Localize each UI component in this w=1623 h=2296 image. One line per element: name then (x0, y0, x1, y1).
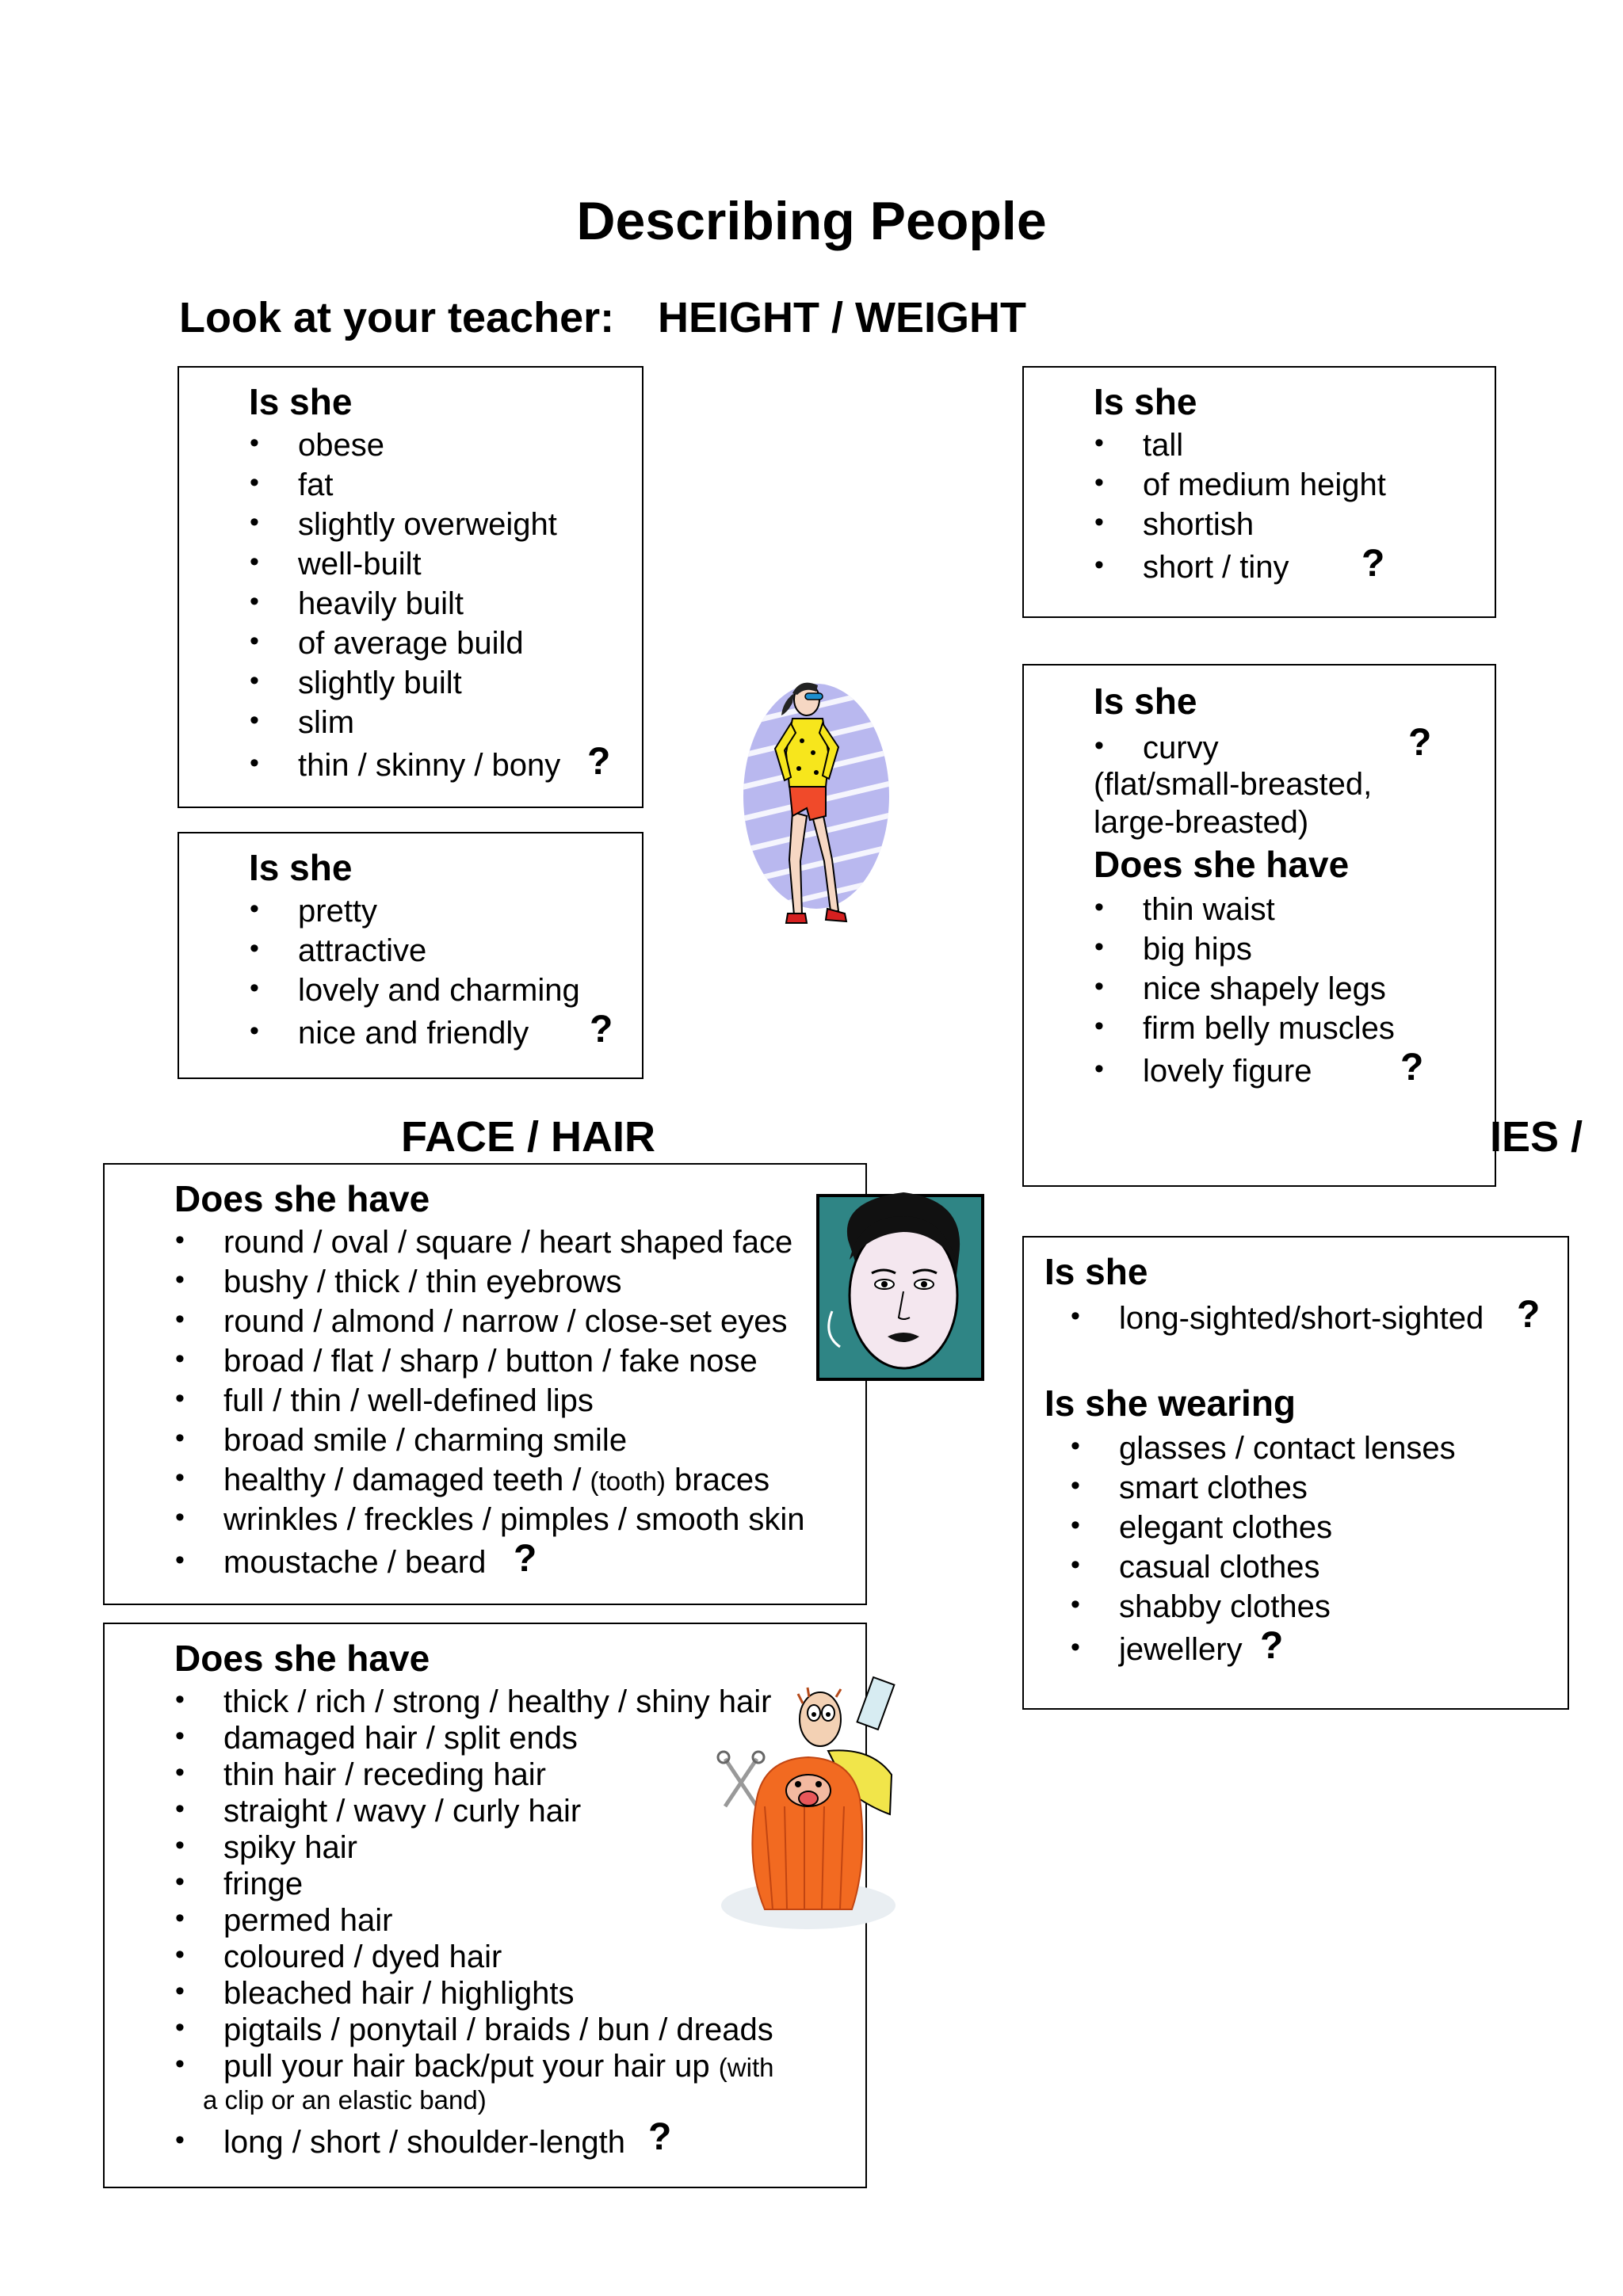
page-title: Describing People (576, 191, 1047, 251)
pull-text: pull your hair back/put your hair up (223, 2049, 719, 2084)
list-item: • pigtails / ponytail / braids / bun / dreads (223, 2014, 773, 2046)
list-item: • thin / skinny / bony (298, 749, 560, 781)
height-box (1022, 366, 1496, 618)
face-illustration (816, 1184, 984, 1381)
eyes-clothes-box (1022, 1236, 1569, 1710)
list-item: • damaged hair / split ends (223, 1722, 578, 1754)
figure-note-line-1: (flat/small-breasted, (1094, 767, 1373, 802)
question-mark: ? (590, 1009, 613, 1051)
face-heading: Does she have (174, 1178, 430, 1219)
list-item: • attractive (298, 935, 426, 967)
list-item: • short / tiny (1143, 551, 1289, 583)
hair-heading: Does she have (174, 1638, 430, 1679)
list-item: • fat (298, 469, 333, 501)
pull-note: (with (718, 2053, 774, 2082)
section-clothes-fragment: IES / (1490, 1113, 1583, 1161)
question-mark: ? (514, 1538, 537, 1580)
list-item: • of medium height (1143, 469, 1386, 501)
list-item: • long / short / shoulder-length (223, 2126, 625, 2158)
woman-figure-illustration (737, 654, 903, 939)
list-item: • fringe (223, 1868, 303, 1900)
list-item: • curvy (1143, 732, 1219, 764)
section-face-hair: FACE / HAIR (401, 1113, 656, 1161)
question-mark: ? (1517, 1294, 1541, 1336)
question-mark: ? (1408, 722, 1432, 764)
list-item: • elegant clothes (1119, 1512, 1332, 1543)
list-item: • full / thin / well-defined lips (223, 1385, 594, 1417)
list-item: • nice and friendly (298, 1017, 529, 1049)
list-item: • thin hair / receding hair (223, 1759, 546, 1791)
list-item: • smart clothes (1119, 1472, 1308, 1504)
list-item: • round / almond / narrow / close-set eyes (223, 1306, 787, 1337)
figure-heading-2: Does she have (1094, 844, 1350, 885)
list-item: • slightly overweight (298, 509, 557, 540)
list-item: • shortish (1143, 509, 1254, 540)
list-item: • obese (298, 429, 384, 461)
figure-note-line-2: large-breasted) (1094, 805, 1309, 840)
clothes-heading: Is she wearing (1044, 1383, 1296, 1424)
intro-label: Look at your teacher: (179, 294, 615, 341)
list-item: • wrinkles / freckles / pimples / smooth skin (223, 1504, 805, 1535)
list-item: • lovely figure (1143, 1055, 1312, 1087)
list-item: • bushy / thick / thin eyebrows (223, 1266, 621, 1298)
list-item: • nice shapely legs (1143, 973, 1386, 1005)
list-item: • spiky hair (223, 1832, 357, 1863)
list-item: • slim (298, 707, 354, 738)
list-item: • long-sighted/short-sighted (1119, 1302, 1484, 1334)
height-heading: Is she (1094, 381, 1197, 422)
face-box (103, 1163, 867, 1605)
list-item: • straight / wavy / curly hair (223, 1795, 581, 1827)
list-item: • coloured / dyed hair (223, 1941, 502, 1973)
list-item: • glasses / contact lenses (1119, 1432, 1456, 1464)
list-item: • jewellery (1119, 1634, 1243, 1665)
list-item: • moustache / beard (223, 1547, 486, 1578)
question-mark: ? (1260, 1625, 1284, 1667)
list-item (223, 2050, 773, 2082)
barber-illustration (709, 1672, 911, 1937)
list-item: • broad smile / charming smile (223, 1425, 627, 1456)
list-item: • of average build (298, 627, 524, 659)
list-item: • tall (1143, 429, 1183, 461)
list-item: • bleached hair / highlights (223, 1978, 575, 2009)
figure-heading: Is she (1094, 681, 1197, 722)
list-item: • lovely and charming (298, 974, 580, 1006)
list-item: • shabby clothes (1119, 1591, 1331, 1623)
build-heading: Is she (249, 381, 353, 422)
list-item: • big hips (1143, 933, 1252, 965)
teeth-text: healthy / damaged teeth / (223, 1463, 590, 1497)
question-mark: ? (1400, 1047, 1424, 1089)
list-item: • well-built (298, 548, 422, 580)
personality-heading: Is she (249, 847, 353, 888)
list-item: • thick / rich / strong / healthy / shiny hair (223, 1686, 771, 1718)
build-box (178, 366, 643, 808)
list-item: • broad / flat / sharp / button / fake nose (223, 1345, 758, 1377)
personality-box (178, 832, 643, 1079)
list-item: • heavily built (298, 588, 464, 620)
teeth-note: (tooth) (590, 1466, 666, 1496)
question-mark: ? (1361, 543, 1385, 585)
section-height-weight: HEIGHT / WEIGHT (658, 294, 1026, 341)
eyes-heading: Is she (1044, 1251, 1148, 1292)
list-item: • thin waist (1143, 894, 1275, 925)
list-item: • firm belly muscles (1143, 1013, 1395, 1044)
figure-box (1022, 664, 1496, 1187)
list-item: • permed hair (223, 1905, 392, 1936)
list-item (223, 1464, 769, 1496)
list-item: • slightly built (298, 667, 462, 699)
question-mark: ? (587, 741, 611, 783)
question-mark: ? (648, 2116, 672, 2158)
list-item: • pretty (298, 895, 377, 927)
list-item: • round / oval / square / heart shaped face (223, 1226, 792, 1258)
list-item: • casual clothes (1119, 1551, 1319, 1583)
pull-note-line-2: a clip or an elastic band) (203, 2085, 487, 2115)
teeth-braces: braces (665, 1463, 770, 1497)
